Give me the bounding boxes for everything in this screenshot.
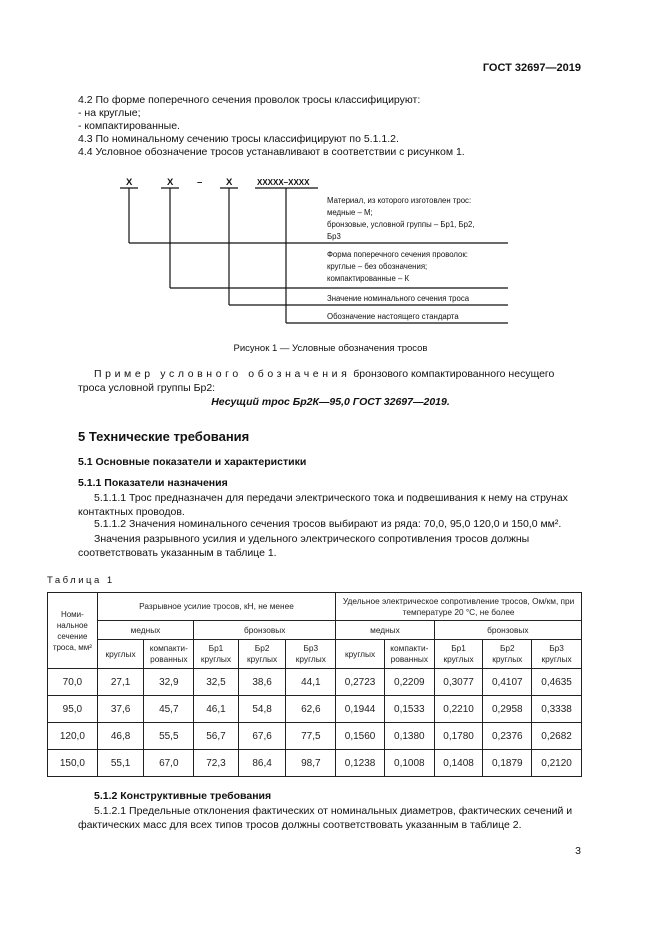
table-cell: 0,4107 xyxy=(483,669,532,696)
col-group-breaking-force: Разрывное усилие тросов, кН, не менее xyxy=(97,593,335,621)
table-cell: 0,2120 xyxy=(532,750,582,777)
table-cell: 45,7 xyxy=(144,696,194,723)
paragraph-4-3: 4.3 По номинальному сечению тросы классифицируют по 5.1.1.2. xyxy=(78,133,399,145)
sub-header-cell: Бр1 круглых xyxy=(194,640,239,669)
sub-header-cell: Бр3 круглых xyxy=(532,640,582,669)
table-cell: 44,1 xyxy=(286,669,336,696)
code-section: Х xyxy=(226,177,233,188)
example-designation: Несущий трос Бр2К—95,0 ГОСТ 32697—2019. xyxy=(211,396,450,408)
table-cell: 37,6 xyxy=(97,696,144,723)
table-cell: 0,1780 xyxy=(434,723,483,750)
code-material: Х xyxy=(126,177,133,188)
col-subgroup-copper: медных xyxy=(97,621,193,640)
table-cell: 0,1560 xyxy=(336,723,385,750)
table-cell: 0,1879 xyxy=(483,750,532,777)
sub-header-cell: Бр2 круглых xyxy=(238,640,286,669)
example-lead: Пример условного обозначения xyxy=(94,368,351,380)
sub-header-cell: круглых xyxy=(97,640,144,669)
col-subgroup-bronze-resist: бронзовых xyxy=(434,621,581,640)
table-cell: 86,4 xyxy=(238,750,286,777)
table-cell: 0,3338 xyxy=(532,696,582,723)
code-dash: – xyxy=(197,177,203,188)
table-cell: 46,1 xyxy=(194,696,239,723)
table-row xyxy=(48,723,582,750)
subsection-5-1: 5.1 Основные показатели и характеристики xyxy=(78,456,307,468)
table-row xyxy=(48,669,582,696)
table-cell: 55,5 xyxy=(144,723,194,750)
table-cell: 72,3 xyxy=(194,750,239,777)
table-cell: 0,2209 xyxy=(384,669,434,696)
legend-shape-line2: круглые – без обозначения; xyxy=(327,262,428,271)
sub-header-cell: Бр3 круглых xyxy=(286,640,336,669)
paragraph-5-1-1-2: 5.1.1.2 Значения номинального сечения тросов выбирают из ряда: 70,0, 95,0 120,0 и 150,0 мм². xyxy=(94,518,562,530)
sub-header-cell: Бр1 круглых xyxy=(434,640,483,669)
example-text: бронзового компактированного несущего троса условной группы Бр2: xyxy=(78,368,555,394)
table-cell: 55,1 xyxy=(97,750,144,777)
page-number: 3 xyxy=(575,845,581,857)
sub-header-cell: круглых xyxy=(336,640,385,669)
sub-header-cell: компакти-рованных xyxy=(144,640,194,669)
table-cell: 0,1944 xyxy=(336,696,385,723)
table-1 xyxy=(47,592,582,777)
section-title: 5 Технические требования xyxy=(78,429,250,444)
table-cell: 150,0 xyxy=(48,750,98,777)
legend-standard: Обозначение настоящего стандарта xyxy=(327,312,459,321)
table-cell: 32,9 xyxy=(144,669,194,696)
code-shape: Х xyxy=(167,177,174,188)
sub-header-cell: компакти-рованных xyxy=(384,640,434,669)
table-cell: 0,1008 xyxy=(384,750,434,777)
paragraph-4-2: 4.2 По форме поперечного сечения проволок тросы классифицируют: xyxy=(78,94,421,106)
list-item-round: - на круглые; xyxy=(78,107,141,119)
table-row xyxy=(48,750,582,777)
col-subgroup-bronze: бронзовых xyxy=(194,621,336,640)
table-cell: 54,8 xyxy=(238,696,286,723)
table-row xyxy=(48,696,582,723)
table-cell: 0,4635 xyxy=(532,669,582,696)
table-cell: 0,2682 xyxy=(532,723,582,750)
example-paragraph xyxy=(78,367,582,395)
legend-shape-line3: компактированные – К xyxy=(327,274,410,283)
table-cell: 62,6 xyxy=(286,696,336,723)
table-cell: 67,6 xyxy=(238,723,286,750)
legend-material-line3: бронзовые, условной группы – Бр1, Бр2, xyxy=(327,220,475,229)
table-cell: 0,2958 xyxy=(483,696,532,723)
subsection-5-1-2: 5.1.2 Конструктивные требования xyxy=(94,790,272,802)
table-cell: 0,2210 xyxy=(434,696,483,723)
table-cell: 95,0 xyxy=(48,696,98,723)
table-cell: 0,2723 xyxy=(336,669,385,696)
table-caption: Таблица 1 xyxy=(47,575,115,586)
table-cell: 70,0 xyxy=(48,669,98,696)
table-cell: 46,8 xyxy=(97,723,144,750)
table-cell: 27,1 xyxy=(97,669,144,696)
table-cell: 0,3077 xyxy=(434,669,483,696)
list-item-compact: - компактированные. xyxy=(78,120,180,132)
col-subgroup-copper-resist: медных xyxy=(336,621,434,640)
designation-figure xyxy=(0,165,661,340)
table-cell: 120,0 xyxy=(48,723,98,750)
sub-header-cell: Бр2 круглых xyxy=(483,640,532,669)
col-header-section: Номи-нальное сечение троса, мм² xyxy=(48,593,98,669)
table-cell: 77,5 xyxy=(286,723,336,750)
subsection-5-1-1: 5.1.1 Показатели назначения xyxy=(78,477,228,489)
table-cell: 0,1380 xyxy=(384,723,434,750)
paragraph-5-1-1-1: 5.1.1.1 Трос предназначен для передачи электрического тока и подвешивания к нему на струнах контактных проводов. xyxy=(78,492,568,518)
table-cell: 0,1533 xyxy=(384,696,434,723)
table-cell: 38,6 xyxy=(238,669,286,696)
legend-material-line4: Бр3 xyxy=(327,232,341,241)
table-cell: 98,7 xyxy=(286,750,336,777)
table-cell: 56,7 xyxy=(194,723,239,750)
document-header: ГОСТ 32697—2019 xyxy=(482,62,581,74)
table-cell: 32,5 xyxy=(194,669,239,696)
paragraph-5-1-2-1: 5.1.2.1 Предельные отклонения фактических от номинальных диаметров, фактических сечений и фактических масс для всех типов тросов должны соответствовать указанным в таблице 2. xyxy=(78,805,573,831)
table-cell: 0,1238 xyxy=(336,750,385,777)
code-standard: ХХХХХ–ХХХХ xyxy=(257,178,310,187)
paragraph-values: Значения разрывного усилия и удельного электрического сопротивления тросов должны соответствовать указанным в таблице 1. xyxy=(78,533,530,559)
col-group-resistance: Удельное электрическое сопротивление тросов, Ом/км, при температуре 20 °С, не более xyxy=(336,593,582,621)
legend-section: Значение номинального сечения троса xyxy=(327,294,470,303)
paragraph-4-4: 4.4 Условное обозначение тросов устанавливают в соответствии с рисунком 1. xyxy=(78,146,465,158)
figure-caption: Рисунок 1 — Условные обозначения тросов xyxy=(233,343,428,354)
table-cell: 0,1408 xyxy=(434,750,483,777)
legend-shape-line1: Форма поперечного сечения проволок: xyxy=(327,250,468,259)
table-cell: 0,2376 xyxy=(483,723,532,750)
legend-material-line2: медные – М; xyxy=(327,208,373,217)
legend-material-line1: Материал, из которого изготовлен трос: xyxy=(327,196,472,205)
table-cell: 67,0 xyxy=(144,750,194,777)
